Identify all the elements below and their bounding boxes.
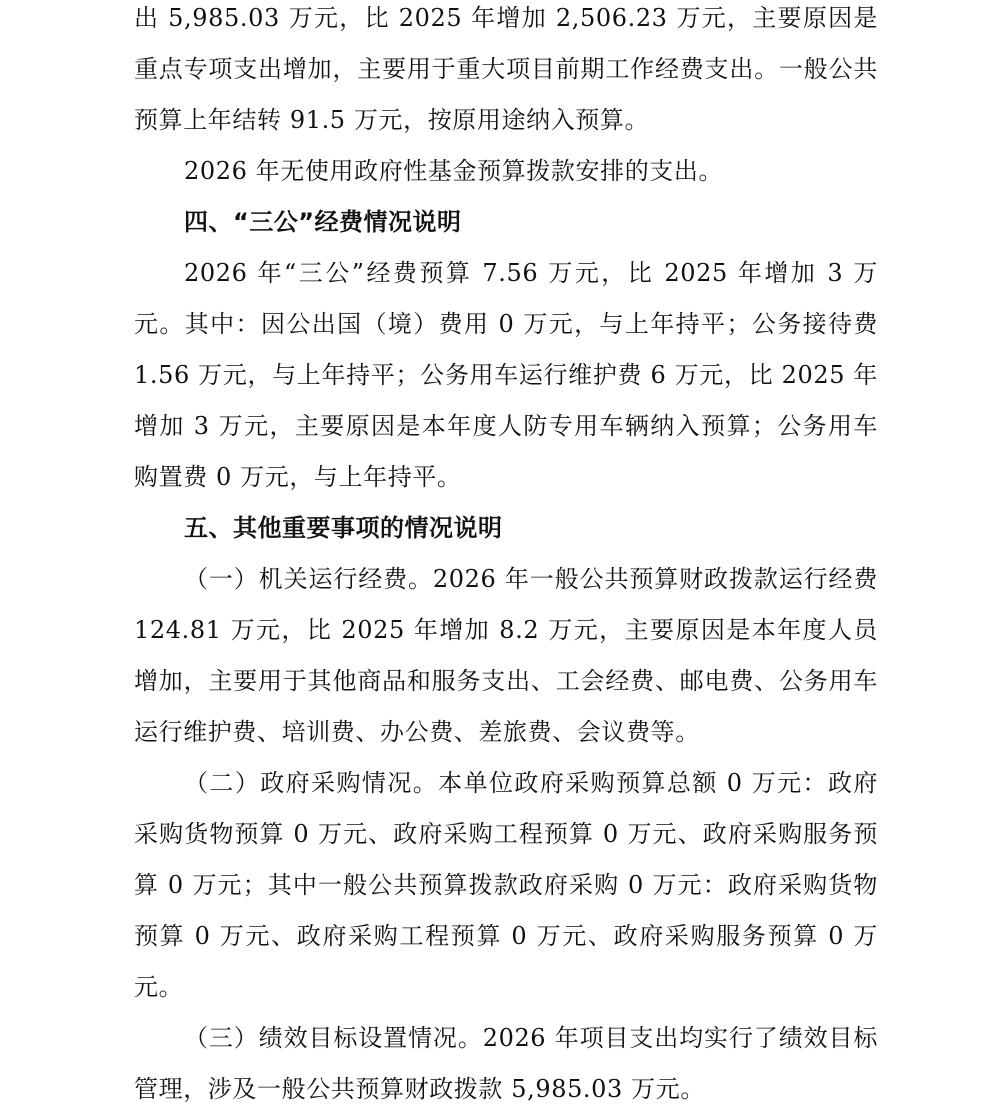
paragraph-general-budget-continued: 出 5,985.03 万元，比 2025 年增加 2,506.23 万元，主要原因是重点专项支出增加，主要用于重大项目前期工作经费支出。一般公共预算上年结转 91.5 万元，按原用途纳入预算。 (134, 4, 878, 134)
paragraph-government-fund: 2026 年无使用政府性基金预算拨款安排的支出。 (184, 157, 724, 185)
subheading-government-procurement: （二）政府采购情况。 (184, 769, 439, 797)
section-heading-other-matters: 五、其他重要事项的情况说明 (184, 514, 503, 542)
document-body (134, 0, 878, 1115)
paragraph-performance-targets (134, 1013, 878, 1115)
subheading-performance-targets: （三）绩效目标设置情况。 (184, 1024, 483, 1052)
paragraph-operating-expenses (134, 554, 878, 758)
paragraph-operating-expenses-body: 2026 年一般公共预算财政拨款运行经费 124.81 万元，比 2025 年增加 8.2 万元，主要原因是本年度人员增加，主要用于其他商品和服务支出、工会经费、邮电费、公务用车运行维护费、培训费、办公费、差旅费、会议费等。 (134, 565, 878, 746)
paragraph-government-procurement-body: 本单位政府采购预算总额 0 万元：政府采购货物预算 0 万元、政府采购工程预算 0 万元、政府采购服务预算 0 万元；其中一般公共预算拨款政府采购 0 万元：政府采购货物预算 0 万元、政府采购工程预算 0 万元、政府采购服务预算 0 万元。 (134, 769, 878, 1001)
paragraph-performance-targets-body: 2026 年项目支出均实行了绩效目标管理，涉及一般公共预算财政拨款 5,985.03 万元。 (134, 1024, 878, 1103)
paragraph-three-public-expenses: 2026 年“三公”经费预算 7.56 万元，比 2025 年增加 3 万元。其中：因公出国（境）费用 0 万元，与上年持平；公务接待费 1.56 万元，与上年持平；公务用车运行维护费 6 万元，比 2025 年增加 3 万元，主要原因是本年度人防专用车辆纳入预算；公务用车购置费 0 万元，与上年持平。 (134, 259, 878, 491)
subheading-operating-expenses: （一）机关运行经费。 (184, 565, 433, 593)
paragraph-government-procurement (134, 758, 878, 1013)
section-heading-three-public-expenses: 四、“三公”经费情况说明 (184, 208, 462, 236)
